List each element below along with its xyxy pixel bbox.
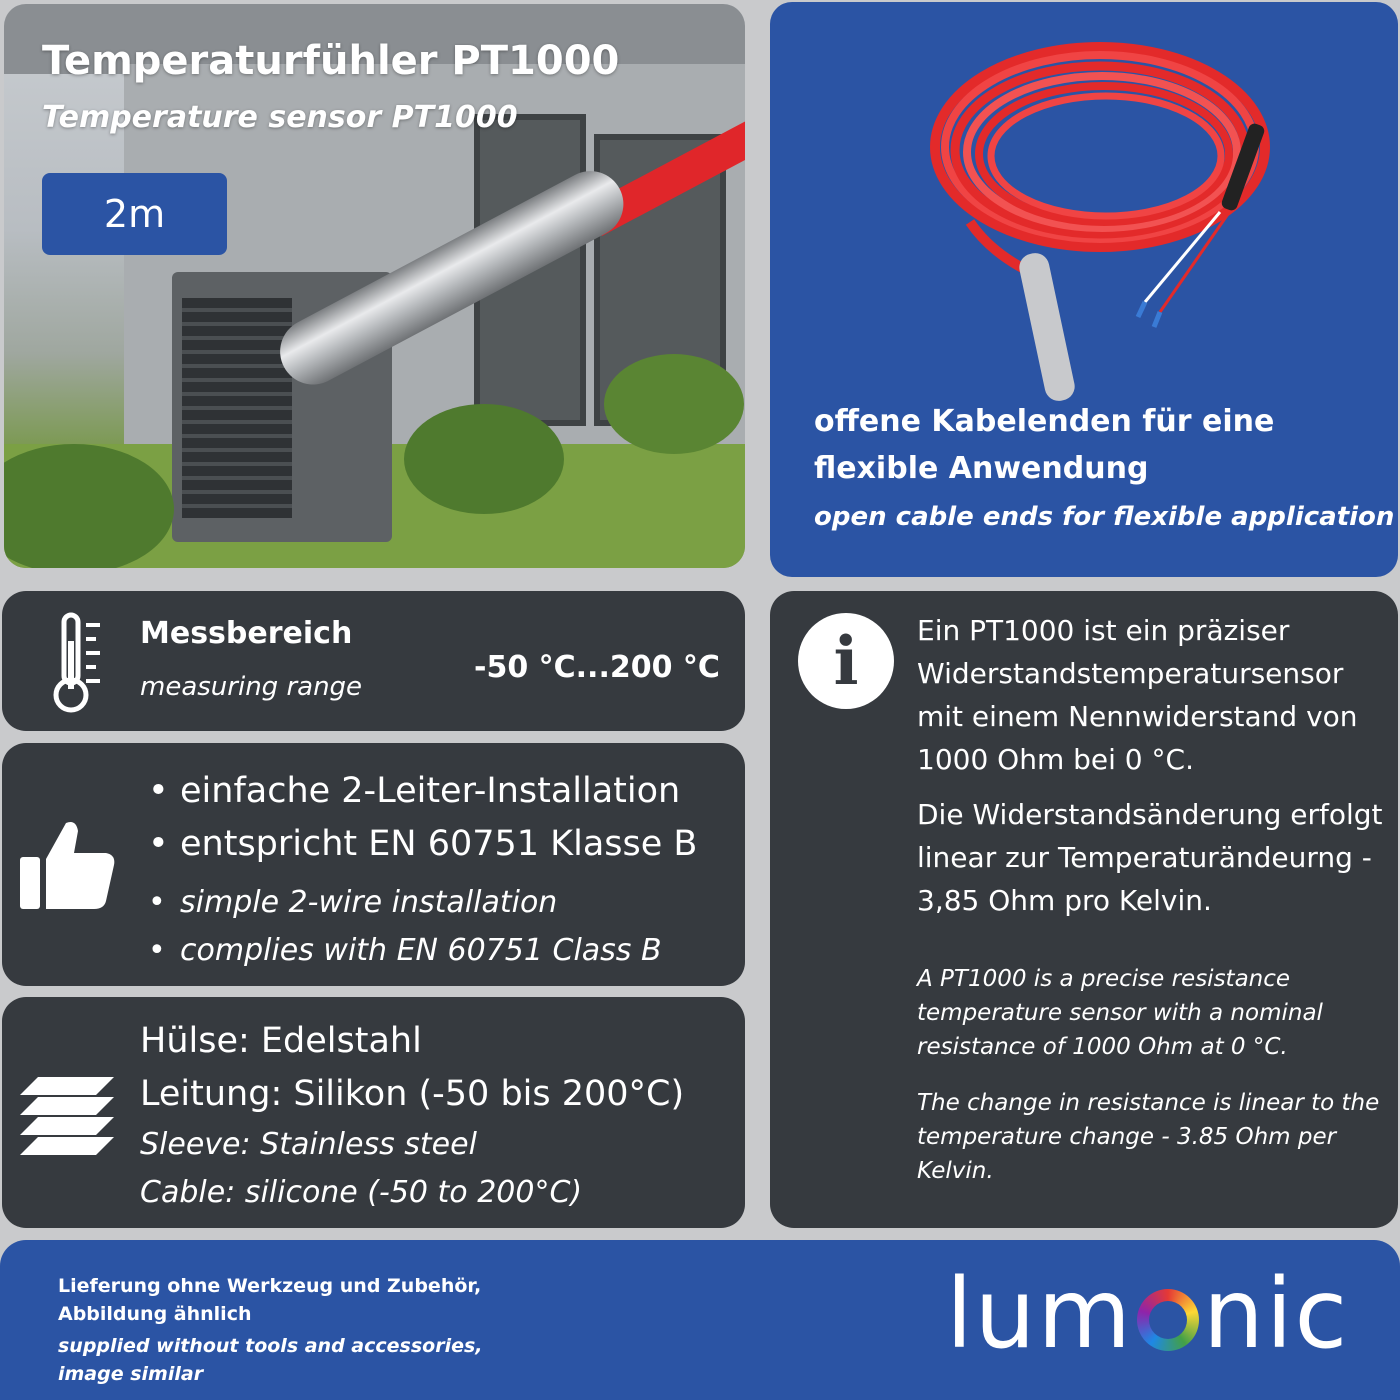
product-title: Temperaturfühler PT1000 (42, 38, 620, 84)
coiled-cable-image (910, 22, 1270, 402)
thermometer-icon (50, 611, 106, 715)
feature-item: • entspricht EN 60751 Klasse B (146, 818, 697, 871)
feature-item: • einfache 2-Leiter-Installation (146, 765, 697, 818)
sleeve-material: Hülse: Edelstahl (140, 1021, 422, 1061)
footer-panel (0, 1240, 1400, 1400)
brand-logo: lum nic (946, 1258, 1350, 1370)
info-paragraph-en: The change in resistance is linear to the temperature change - 3.85 Ohm per Kelvin. (917, 1090, 1380, 1184)
cable-material-en: Cable: silicone (-50 to 200°C) (140, 1175, 583, 1210)
features-panel (2, 743, 745, 986)
features-list-en (146, 879, 662, 975)
thumbs-up-icon (18, 817, 116, 911)
measuring-range-label: Messbereich (140, 616, 353, 651)
info-paragraph: Die Widerstandsänderung erfolgt linear zur Temperaturändeurng - 3,85 Ohm pro Kelvin. (917, 798, 1383, 917)
feature-item: • simple 2-wire installation (146, 879, 662, 927)
cable-feature-text-en: open cable ends for flexible application (814, 502, 1395, 532)
product-photo-panel (4, 4, 745, 568)
features-list-de (146, 765, 697, 871)
info-paragraph-en: A PT1000 is a precise resistance temperature sensor with a nominal resistance of 1000 Ohm at 0 °C. (917, 966, 1323, 1060)
info-icon: i (798, 613, 894, 709)
measuring-range-value: -50 °C...200 °C (474, 650, 720, 685)
product-subtitle: Temperature sensor PT1000 (42, 100, 518, 135)
bush (604, 354, 744, 454)
brand-logo-o-icon (1137, 1289, 1199, 1351)
cable-material: Leitung: Silikon (-50 bis 200°C) (140, 1074, 685, 1114)
length-badge: 2m (42, 173, 227, 255)
feature-item: • complies with EN 60751 Class B (146, 927, 662, 975)
cable-feature-text: offene Kabelenden für eine flexible Anwendung (814, 404, 1275, 486)
bush (404, 404, 564, 514)
material-panel (2, 997, 745, 1228)
delivery-note-en: supplied without tools and accessories, image similar (58, 1335, 483, 1385)
delivery-note: Lieferung ohne Werkzeug und Zubehör, Abbildung ähnlich (58, 1275, 482, 1325)
info-panel (770, 591, 1398, 1228)
cable-feature-panel (770, 2, 1398, 577)
sleeve-material-en: Sleeve: Stainless steel (140, 1127, 477, 1162)
info-paragraph: Ein PT1000 ist ein präziser Widerstandstemperatursensor mit einem Nennwiderstand von 1000 Ohm bei 0 °C. (917, 614, 1358, 776)
layers-icon (18, 1075, 116, 1157)
measuring-range-label-en: measuring range (140, 672, 363, 702)
